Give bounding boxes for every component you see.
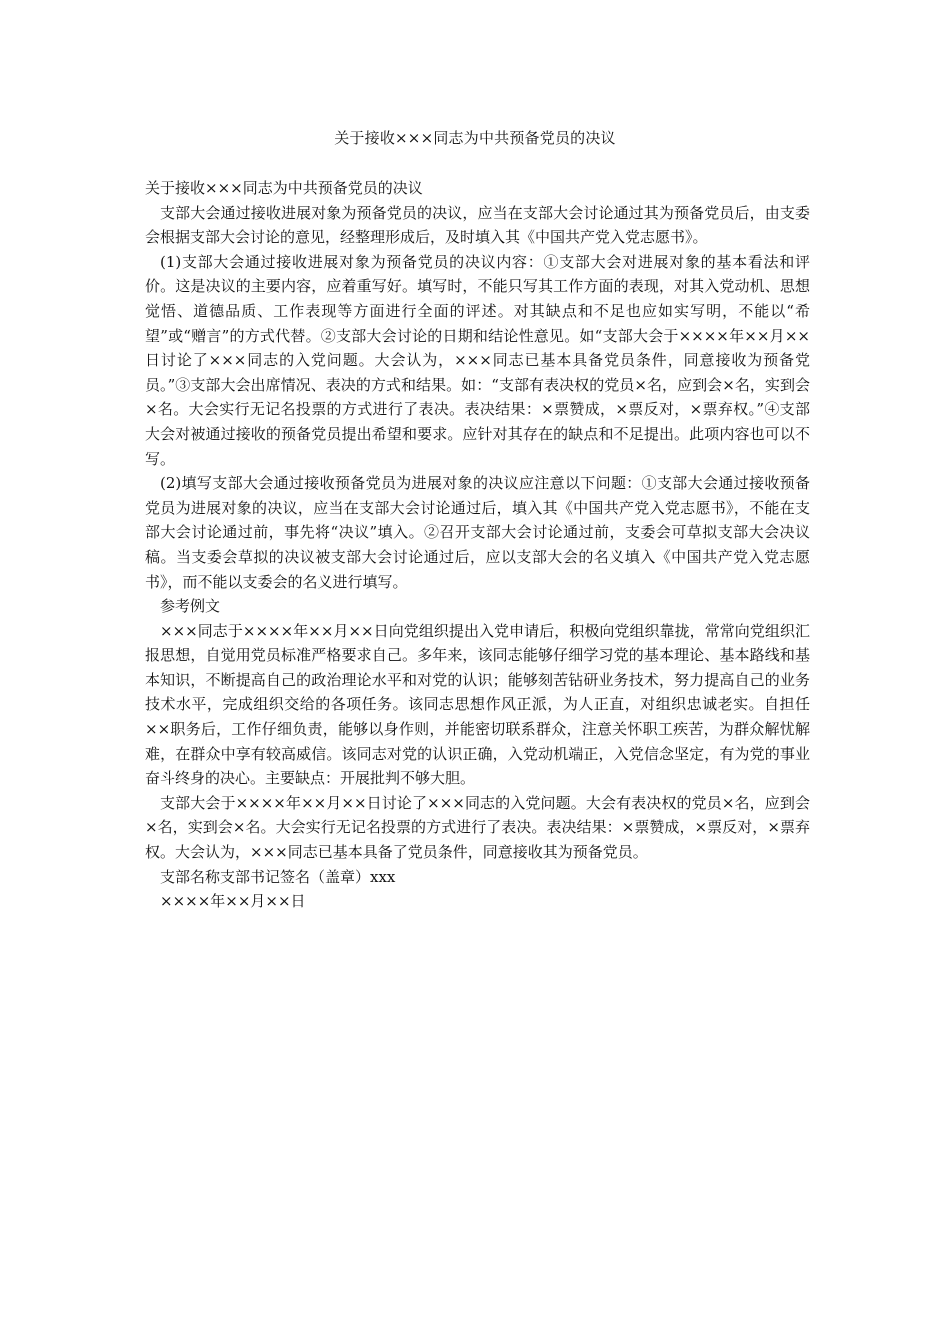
signature-line: 支部名称支部书记签名（盖章）xxx — [160, 867, 396, 886]
paragraph-intro: 支部大会通过接收进展对象为预备党员的决议，应当在支部大会讨论通过其为预备党员后，由支委会根据支部大会讨论的意见，经整理形成后，及时填入其《中国共产党入党志愿书》。 — [145, 203, 810, 247]
paragraph-example-2: 支部大会于××××年××月××日讨论了×××同志的入党问题。大会有表决权的党员×名，应到会×名，实到会×名。大会实行无记名投票的方式进行了表决。表决结果：×票赞成，×票反对，×票弃权。大会认为，×××同志已基本具备了党员条件，同意接收其为预备党员。 — [145, 793, 810, 862]
document-title: 关于接收×××同志为中共预备党员的决议 — [334, 129, 616, 147]
paragraph-item-1: (1)支部大会通过接收进展对象为预备党员的决议内容：①支部大会对进展对象的基本看法和评价。这是决议的主要内容，应着重写好。填写时，不能只写其工作方面的表现，对其入党动机、思想觉悟、道德品质、工作表现等方面进行全面的评述。对其缺点和不足也应如实写明，不能以“希望”或“赠言”的方式代替。②支部大会讨论的日期和结论性意见。如“支部大会于××××年××月××日讨论了×××同志的入党问题。大会认为，×××同志已基本具备党员条件，同意接收为预备党员。”③支部大会出席情况、表决的方式和结果。如：“支部有表决权的党员×名，应到会×名，实到会×名。大会实行无记名投票的方式进行了表决。表决结果：×票赞成，×票反对，×票弃权。”④支部大会对被通过接收的预备党员提出希望和要求。应针对其存在的缺点和不足提出。此项内容也可以不写。 — [145, 252, 810, 468]
date-line: ××××年××月××日 — [160, 892, 306, 911]
paragraph-item-2: (2)填写支部大会通过接收预备党员为进展对象的决议应注意以下问题：①支部大会通过接收预备党员为进展对象的决议，应当在支部大会讨论通过后，填入其《中国共产党入党志愿书》，不能在支部大会讨论通过前，事先将“决议”填入。②召开支部大会讨论通过前，支委会可草拟支部大会决议稿。当支委会草拟的决议被支部大会讨论通过后，应以支部大会的名义填入《中国共产党入党志愿书》，而不能以支委会的名义进行填写。 — [145, 474, 810, 591]
body-heading: 关于接收×××同志为中共预备党员的决议 — [145, 179, 423, 197]
paragraph-example-1: ×××同志于××××年××月××日向党组织提出入党申请后，积极向党组织靠拢，常常向党组织汇报思想，自觉用党员标准严格要求自己。多年来，该同志能够仔细学习党的基本理论、基本路线和基本知识，不断提高自己的政治理论水平和对党的认识；能够刻苦钻研业务技术，努力提高自己的业务技术水平，完成组织交给的各项任务。该同志思想作风正派，为人正直，对组织忠诚老实。自担任××职务后，工作仔细负责，能够以身作则，并能密切联系群众，注意关怀职工疾苦，为群众解忧解难，在群众中享有较高威信。该同志对党的认识正确，入党动机端正，入党信念坚定，有为党的事业奋斗终身的决心。主要缺点：开展批判不够大胆。 — [145, 621, 810, 788]
section-label-example: 参考例文 — [160, 597, 221, 616]
document-body — [145, 176, 810, 914]
